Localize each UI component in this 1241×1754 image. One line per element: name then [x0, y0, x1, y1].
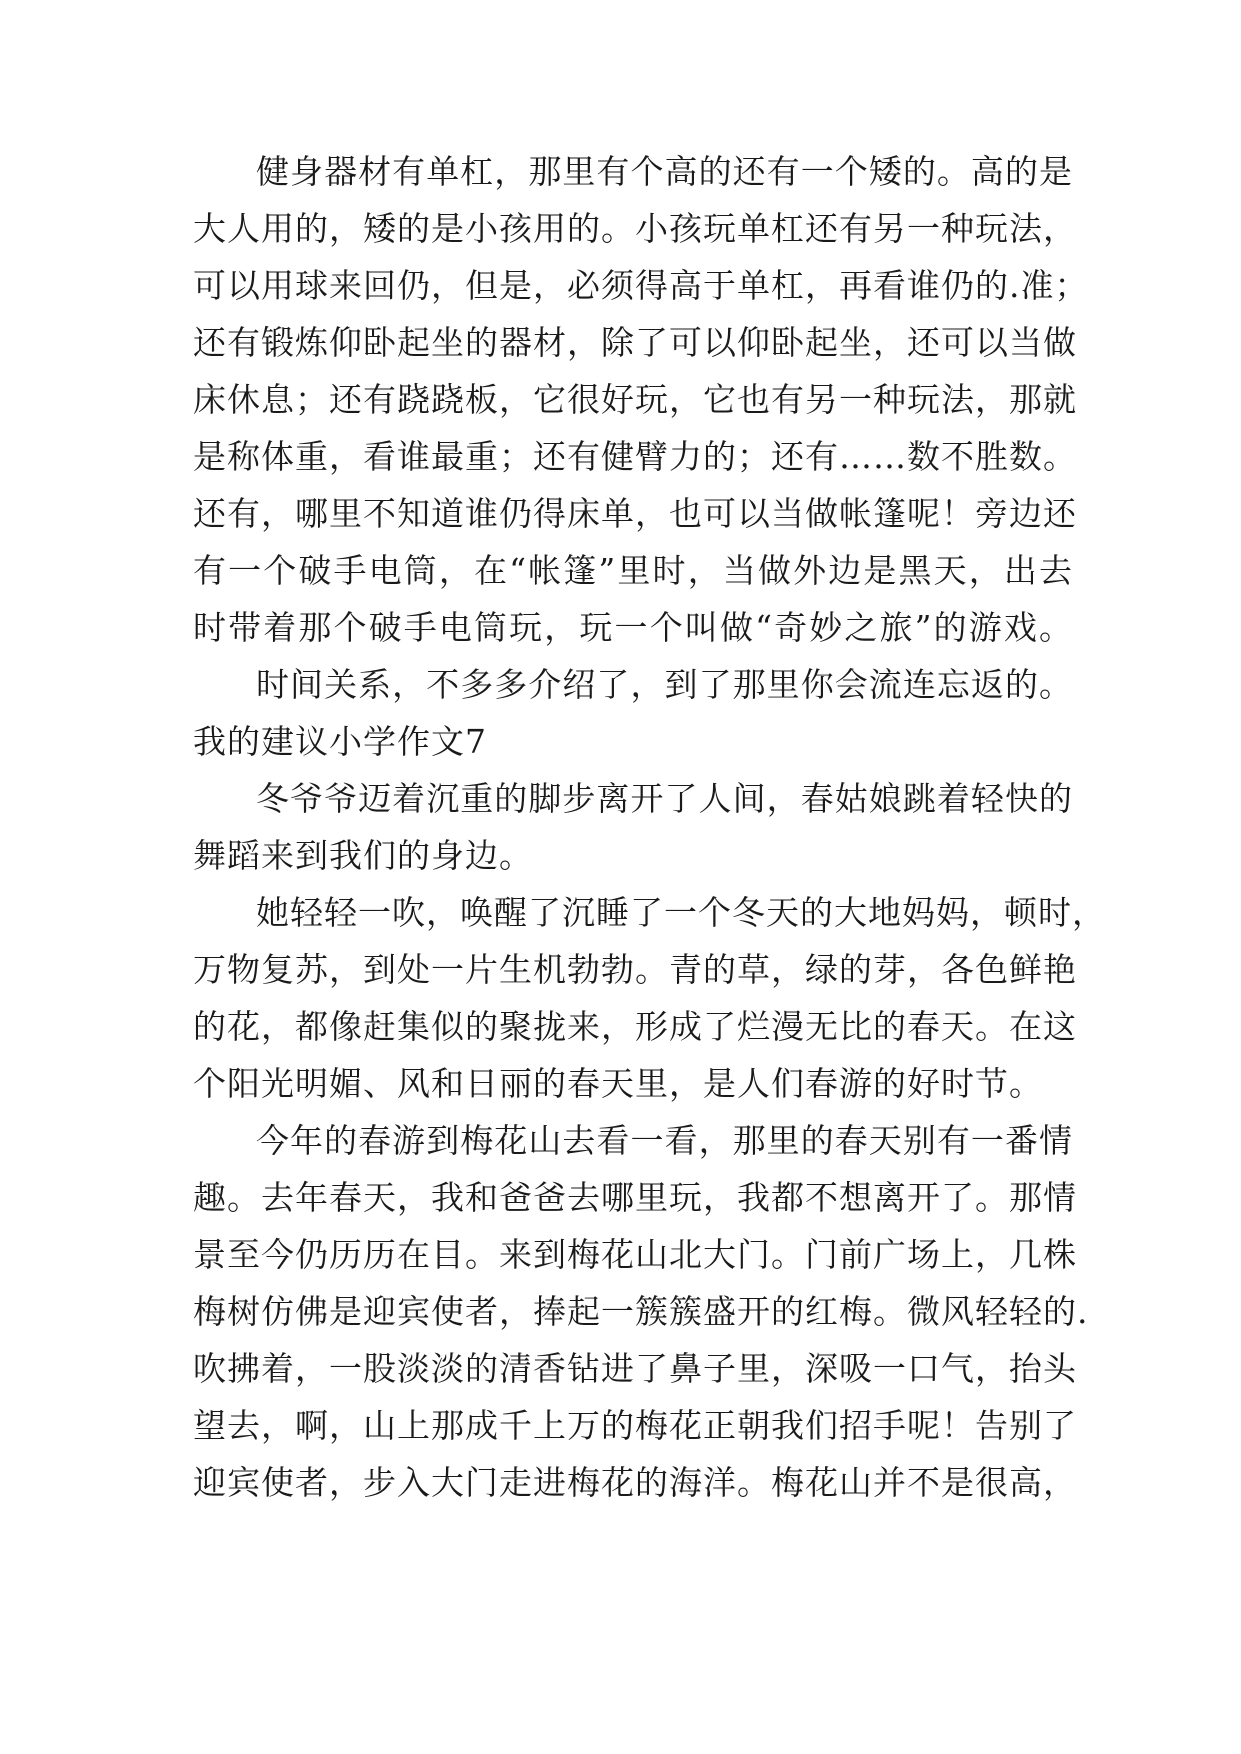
- text-line: 的花，都像赶集似的聚拢来，形成了烂漫无比的春天。在这: [193, 1007, 1077, 1046]
- section-title: 我的建议小学作文7: [193, 722, 487, 761]
- text-line: 舞蹈来到我们的身边。: [193, 836, 533, 875]
- text-line: 冬爷爷迈着沉重的脚步离开了人间，春姑娘跳着轻快的: [256, 779, 1073, 818]
- text-line: 时带着那个破手电筒玩，玩一个叫做“奇妙之旅”的游戏。: [193, 608, 1073, 647]
- text-line: 大人用的，矮的是小孩用的。小孩玩单杠还有另一种玩法，: [193, 209, 1077, 248]
- text-line: 床休息；还有跷跷板，它很好玩，它也有另一种玩法，那就: [193, 380, 1077, 419]
- text-line: 时间关系，不多多介绍了，到了那里你会流连忘返的。: [256, 665, 1073, 704]
- text-line: 个阳光明媚、风和日丽的春天里，是人们春游的好时节。: [193, 1064, 1043, 1103]
- text-line: 望去，啊，山上那成千上万的梅花正朝我们招手呢！告别了: [193, 1406, 1077, 1445]
- text-line: 可以用球来回仍，但是，必须得高于单杠，再看谁仍的.准；: [193, 266, 1089, 305]
- text-line: 还有锻炼仰卧起坐的器材，除了可以仰卧起坐，还可以当做: [193, 323, 1077, 362]
- text-line: 健身器材有单杠，那里有个高的还有一个矮的。高的是: [256, 152, 1073, 191]
- text-line: 吹拂着，一股淡淡的清香钻进了鼻子里，深吸一口气，抬头: [193, 1349, 1077, 1388]
- text-line: 今年的春游到梅花山去看一看，那里的春天别有一番情: [256, 1121, 1073, 1160]
- text-line: 还有，哪里不知道谁仍得床单，也可以当做帐篷呢！旁边还: [193, 494, 1077, 533]
- text-line: 梅树仿佛是迎宾使者，捧起一簇簇盛开的红梅。微风轻轻的.: [193, 1292, 1089, 1331]
- text-line: 是称体重，看谁最重；还有健臂力的；还有……数不胜数。: [193, 437, 1077, 476]
- text-line: 迎宾使者，步入大门走进梅花的海洋。梅花山并不是很高，: [193, 1463, 1077, 1502]
- text-line: 趣。去年春天，我和爸爸去哪里玩，我都不想离开了。那情: [193, 1178, 1077, 1217]
- text-line: 景至今仍历历在目。来到梅花山北大门。门前广场上，几株: [193, 1235, 1077, 1274]
- text-line: 她轻轻一吹，唤醒了沉睡了一个冬天的大地妈妈，顿时，: [256, 893, 1106, 932]
- text-line: 有一个破手电筒，在“帐篷”里时，当做外边是黑天，出去: [193, 551, 1073, 590]
- text-line: 万物复苏，到处一片生机勃勃。青的草，绿的芽，各色鲜艳: [193, 950, 1077, 989]
